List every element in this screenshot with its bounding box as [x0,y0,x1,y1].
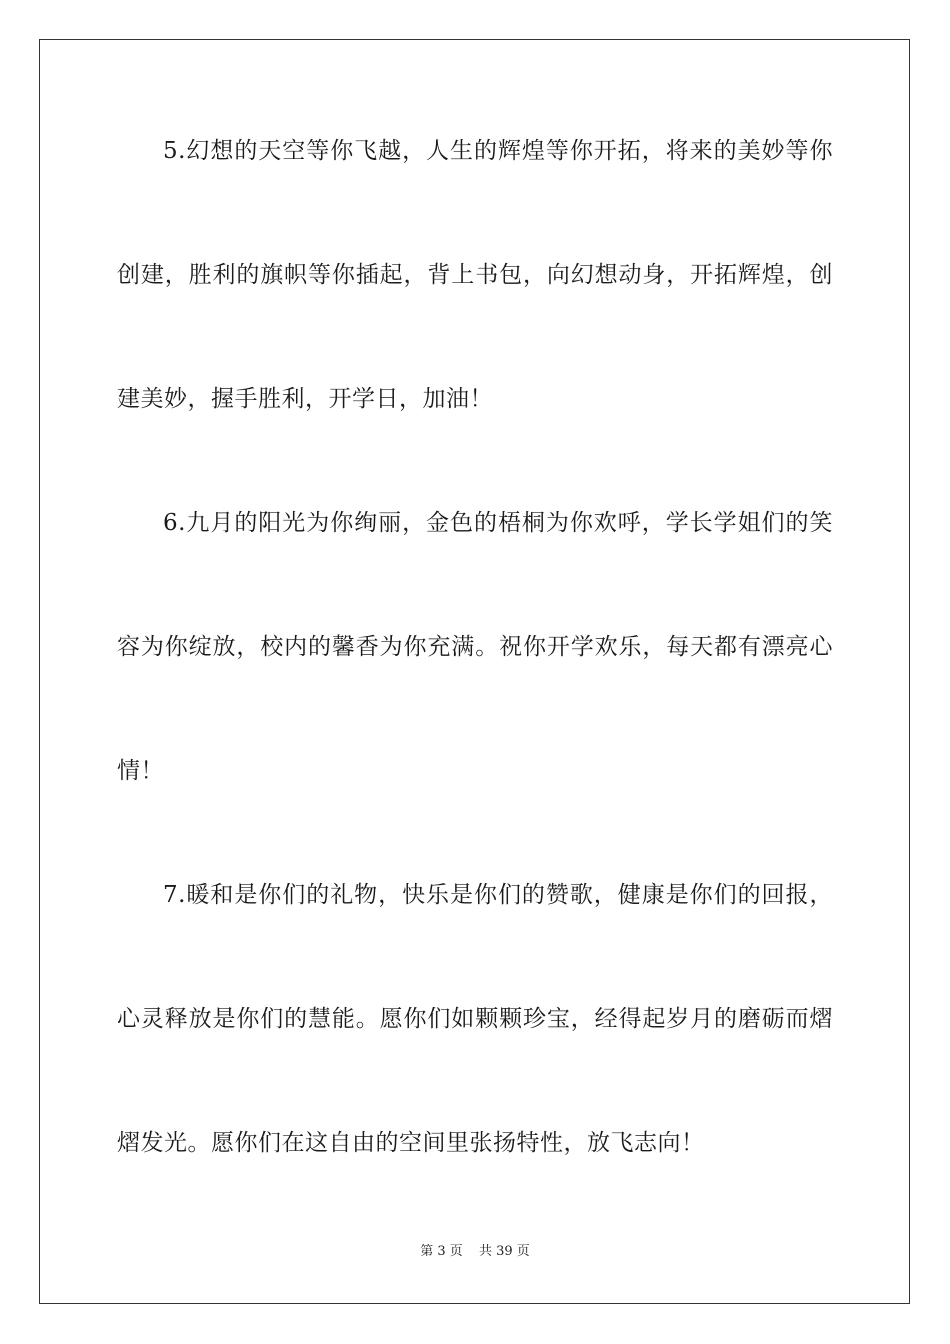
paragraph-6-line-1: 6.九月的阳光为你绚丽，金色的梧桐为你欢呼，学长学姐们的笑 [163,510,833,536]
paragraph-7-line-3: 熠发光。愿你们在这自由的空间里张扬特性，放飞志向！ [117,1130,705,1156]
paragraph-5-line-1: 5.幻想的天空等你飞越，人生的辉煌等你开拓，将来的美妙等你 [163,138,833,164]
page-footer [0,1244,950,1260]
page-number: 第 3 页 [420,1244,463,1259]
paragraph-6-line-2: 容为你绽放，校内的馨香为你充满。祝你开学欢乐，每天都有漂亮心 [117,634,833,660]
paragraph-5-line-2: 创建，胜利的旗帜等你插起，背上书包，向幻想动身，开拓辉煌，创 [117,262,833,288]
paragraph-5-line-3: 建美妙，握手胜利，开学日，加油！ [117,386,493,412]
page-border [39,39,910,1304]
paragraph-7-line-2: 心灵释放是你们的慧能。愿你们如颗颗珍宝，经得起岁月的磨砺而熠 [117,1006,833,1032]
page-total: 共 39 页 [478,1244,530,1259]
paragraph-6-line-3: 情！ [117,758,164,784]
paragraph-7-line-1: 7.暖和是你们的礼物，快乐是你们的赞歌，健康是你们的回报， [163,882,833,908]
